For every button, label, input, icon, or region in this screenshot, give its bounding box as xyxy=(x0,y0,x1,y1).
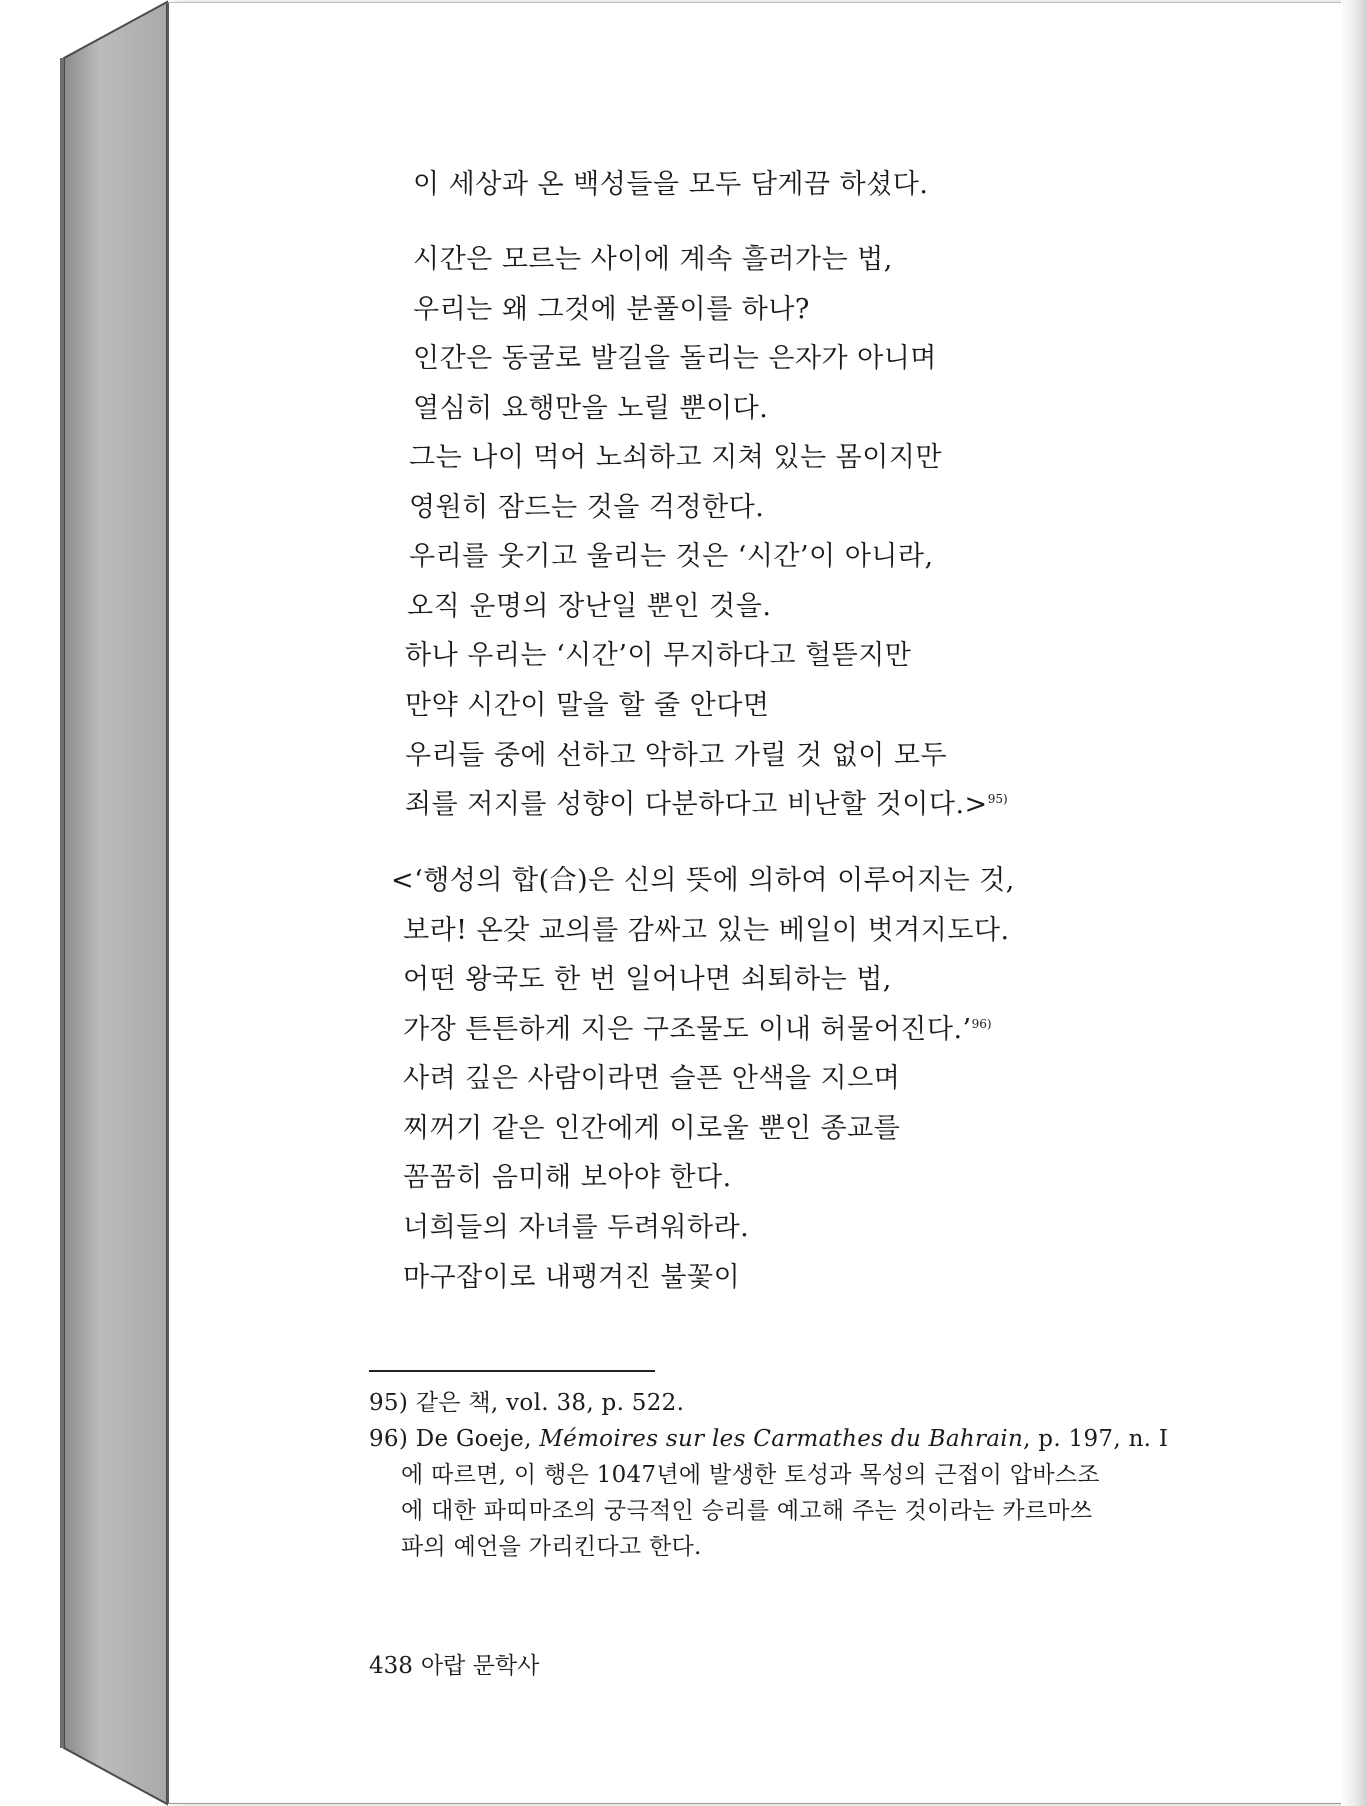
verse-line: 만약 시간이 말을 할 줄 안다면 xyxy=(405,690,770,721)
page-footer xyxy=(369,1647,539,1680)
footnote-divider xyxy=(369,1370,655,1372)
footnote-ref-96: 96) xyxy=(971,1017,992,1031)
book-page xyxy=(167,2,1345,1804)
footnote-96 xyxy=(369,1428,1168,1451)
footnote-ref-95: 95) xyxy=(987,792,1008,806)
verse-line: 마구잡이로 내팽겨진 불꽃이 xyxy=(403,1262,741,1293)
verse-line: 우리는 왜 그것에 분풀이를 하나? xyxy=(413,294,810,325)
verse-line: 우리들 중에 선하고 악하고 가릴 것 없이 모두 xyxy=(405,740,948,771)
verse-line: 하나 우리는 ‘시간’이 무지하다고 헐뜯지만 xyxy=(405,640,912,671)
verse-line xyxy=(403,1016,992,1043)
verse-line: 사려 깊은 사람이라면 슬픈 안색을 지으며 xyxy=(403,1063,901,1094)
footnote-96-line: 에 따르면, 이 행은 1047년에 발생한 토성과 목성의 근접이 압바스조 xyxy=(401,1462,1100,1488)
verse-line: 오직 운명의 장난일 뿐인 것을. xyxy=(407,591,772,622)
footnote-95: 95) 같은 책, vol. 38, p. 522. xyxy=(369,1390,685,1416)
verse-line: <‘행성의 합(合)은 신의 뜻에 의하여 이루어지는 것, xyxy=(391,865,1015,896)
verse-line: 이 세상과 온 백성들을 모두 담게끔 하셨다. xyxy=(413,169,929,200)
verse-line: 보라! 온갖 교의를 감싸고 있는 베일이 벗겨지도다. xyxy=(403,915,1010,946)
verse-line: 너희들의 자녀를 두려워하라. xyxy=(403,1212,750,1243)
verse-line xyxy=(405,791,1008,818)
verse-text: 죄를 저지를 성향이 다분하다고 비난할 것이다.> xyxy=(405,789,988,820)
verse-line: 인간은 동굴로 발길을 돌리는 은자가 아니며 xyxy=(413,343,937,374)
footnote-96-page: , p. 197, n. I xyxy=(1023,1426,1169,1452)
verse-line: 그는 나이 먹어 노쇠하고 지쳐 있는 몸이지만 xyxy=(409,442,942,473)
book-spine xyxy=(0,0,170,1806)
page-content xyxy=(169,3,1345,1803)
verse-line: 영원히 잠드는 것을 걱정한다. xyxy=(409,492,765,523)
verse-line: 우리를 웃기고 울리는 것은 ‘시간’이 아니라, xyxy=(409,541,934,572)
running-title: 아랍 문학사 xyxy=(420,1653,540,1679)
page-edge-shadow xyxy=(1341,0,1367,1806)
verse-text: 가장 튼튼하게 지은 구조물도 이내 허물어진다.’ xyxy=(403,1014,972,1045)
footnote-96-title: Mémoires sur les Carmathes du Bahrain xyxy=(539,1426,1024,1452)
verse-line: 찌꺼기 같은 인간에게 이로울 뿐인 종교를 xyxy=(403,1113,901,1144)
verse-line: 열심히 요행만을 노릴 뿐이다. xyxy=(413,393,769,424)
verse-line: 시간은 모르는 사이에 계속 흘러가는 법, xyxy=(413,244,893,275)
verse-line: 어떤 왕국도 한 번 일어나면 쇠퇴하는 법, xyxy=(403,964,892,995)
footnote-96-line: 파의 예언을 가리킨다고 한다. xyxy=(401,1534,702,1560)
page-number: 438 xyxy=(369,1653,413,1679)
verse-line: 꼼꼼히 음미해 보아야 한다. xyxy=(403,1162,732,1193)
footnote-96-line: 에 대한 파띠마조의 궁극적인 승리를 예고해 주는 것이라는 카르마쓰 xyxy=(401,1498,1093,1524)
footnote-96-author: 96) De Goeje, xyxy=(369,1426,540,1452)
